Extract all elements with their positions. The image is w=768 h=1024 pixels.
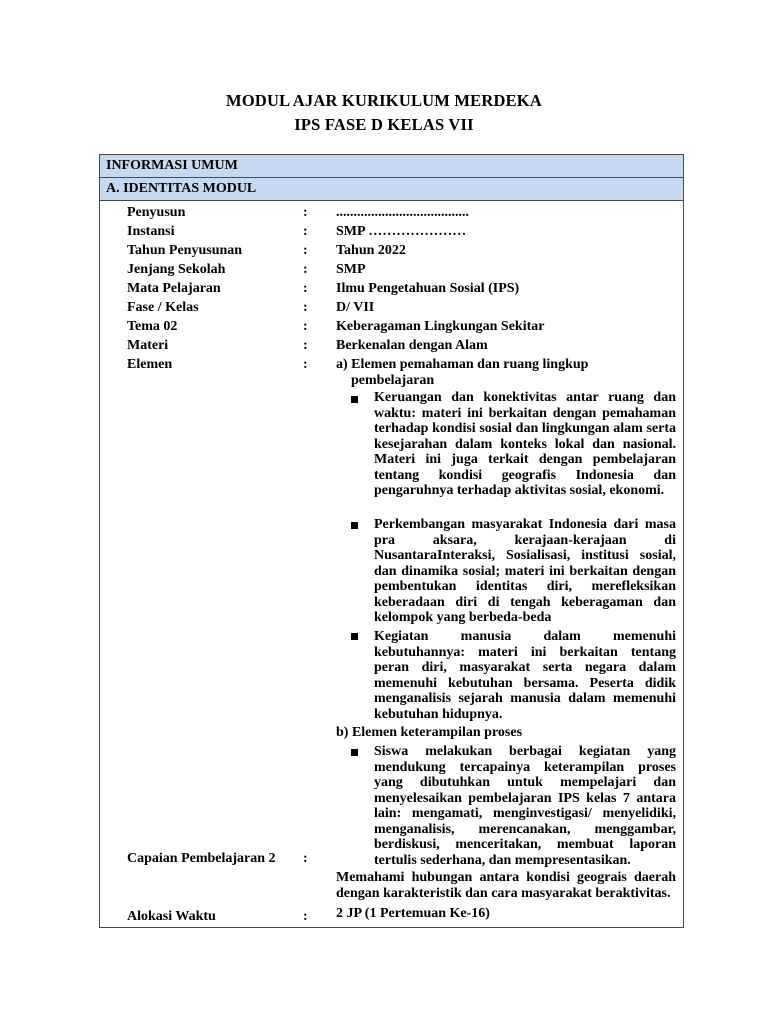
separator: : xyxy=(303,909,308,924)
label-fase: Fase / Kelas xyxy=(127,300,199,315)
label-elemen: Elemen xyxy=(127,357,173,372)
separator: : xyxy=(303,243,308,258)
separator: : xyxy=(303,300,308,315)
value-capaian: Memahami hubungan antara kondisi geograis daerah dengan karakteristik dan cara masyarakat beraktivitas. xyxy=(336,870,676,901)
separator: : xyxy=(303,224,308,239)
section-header-general-info: INFORMASI UMUM xyxy=(100,155,683,178)
elemen-b-heading: b) Elemen keterampilan proses xyxy=(336,725,523,740)
label-materi: Materi xyxy=(127,338,169,353)
elemen-a-bullet-1: Keruangan dan konektivitas antar ruang dan waktu: materi ini berkaitan dengan pemahaman terhadap kondisi sosial dan lingkungan alam serta kesejarahan dalam konteks lokal dan nasional. Materi ini juga terkait dengan pembelajaran tentang kondisi geografis Indonesia dan pengaruhnya terhadap aktivitas sosial, ekonomi. xyxy=(374,390,676,498)
value-jenjang: SMP xyxy=(336,262,366,277)
elemen-a-bullet-3: Kegiatan manusia dalam memenuhi kebutuhannya: materi ini berkaitan tentang peran diri, masyarakat serta negara dalam memenuhi kebutuhan bersama. Peserta didik menganalisis sejarah manusia dalam memenuhi kebutuhan hidupnya. xyxy=(374,629,676,722)
value-instansi: SMP ………………… xyxy=(336,224,467,239)
value-tahun: Tahun 2022 xyxy=(336,243,406,258)
value-tema: Keberagaman Lingkungan Sekitar xyxy=(336,319,545,334)
value-alokasi: 2 JP (1 Pertemuan Ke-16) xyxy=(336,906,490,921)
elemen-a-bullet-2: Perkembangan masyarakat Indonesia dari masa pra aksara, kerajaan-kerajaan di NusantaraInteraksi, Sosialisasi, institusi sosial, dan dinamika sosial; materi ini berkaitan dengan pembentukan identitas diri, merefleksikan keberadaan diri di tengah keberagaman dan kelompok yang berbeda-beda xyxy=(374,517,676,625)
value-mapel: Ilmu Pengetahuan Sosial (IPS) xyxy=(336,281,520,296)
label-penyusun: Penyusun xyxy=(127,205,186,220)
bullet-icon xyxy=(351,396,358,403)
separator: : xyxy=(303,262,308,277)
bullet-icon xyxy=(351,633,358,640)
elemen-b-bullet-1: Siswa melakukan berbagai kegiatan yang mendukung tercapainya keterampilan proses yang dibutuhkan untuk mempelajari dan menyelesaikan pembelajaran IPS kelas 7 antara lain: mengamati, menginvestigasi/ menyelidiki, menganalisis, merencanakan, menggambar, berdiskusi, menceritakan, membuat laporan tertulis sederhana, dan mempresentasikan. xyxy=(374,744,676,868)
separator: : xyxy=(303,338,308,353)
label-instansi: Instansi xyxy=(127,224,175,239)
bullet-icon xyxy=(351,522,358,529)
separator: : xyxy=(303,319,308,334)
bullet-icon xyxy=(351,749,358,756)
document-title: MODUL AJAR KURIKULUM MERDEKA xyxy=(226,91,542,110)
separator: : xyxy=(303,205,308,220)
label-tahun: Tahun Penyusunan xyxy=(127,243,243,258)
document-subtitle: IPS FASE D KELAS VII xyxy=(294,115,474,134)
section-header-module-identity: A. IDENTITAS MODUL xyxy=(100,178,683,201)
value-fase: D/ VII xyxy=(336,300,375,315)
value-materi: Berkenalan dengan Alam xyxy=(336,338,488,353)
value-penyusun: ...................................... xyxy=(336,205,469,220)
elemen-a-heading-cont: pembelajaran xyxy=(351,373,435,388)
separator: : xyxy=(303,851,308,866)
label-alokasi: Alokasi Waktu xyxy=(127,909,216,924)
label-capaian: Capaian Pembelajaran 2 xyxy=(127,851,276,866)
label-tema: Tema 02 xyxy=(127,319,178,334)
label-jenjang: Jenjang Sekolah xyxy=(127,262,226,277)
separator: : xyxy=(303,281,308,296)
elemen-a-heading: a) Elemen pemahaman dan ruang lingkup xyxy=(336,357,589,372)
separator: : xyxy=(303,357,308,372)
label-mapel: Mata Pelajaran xyxy=(127,281,221,296)
